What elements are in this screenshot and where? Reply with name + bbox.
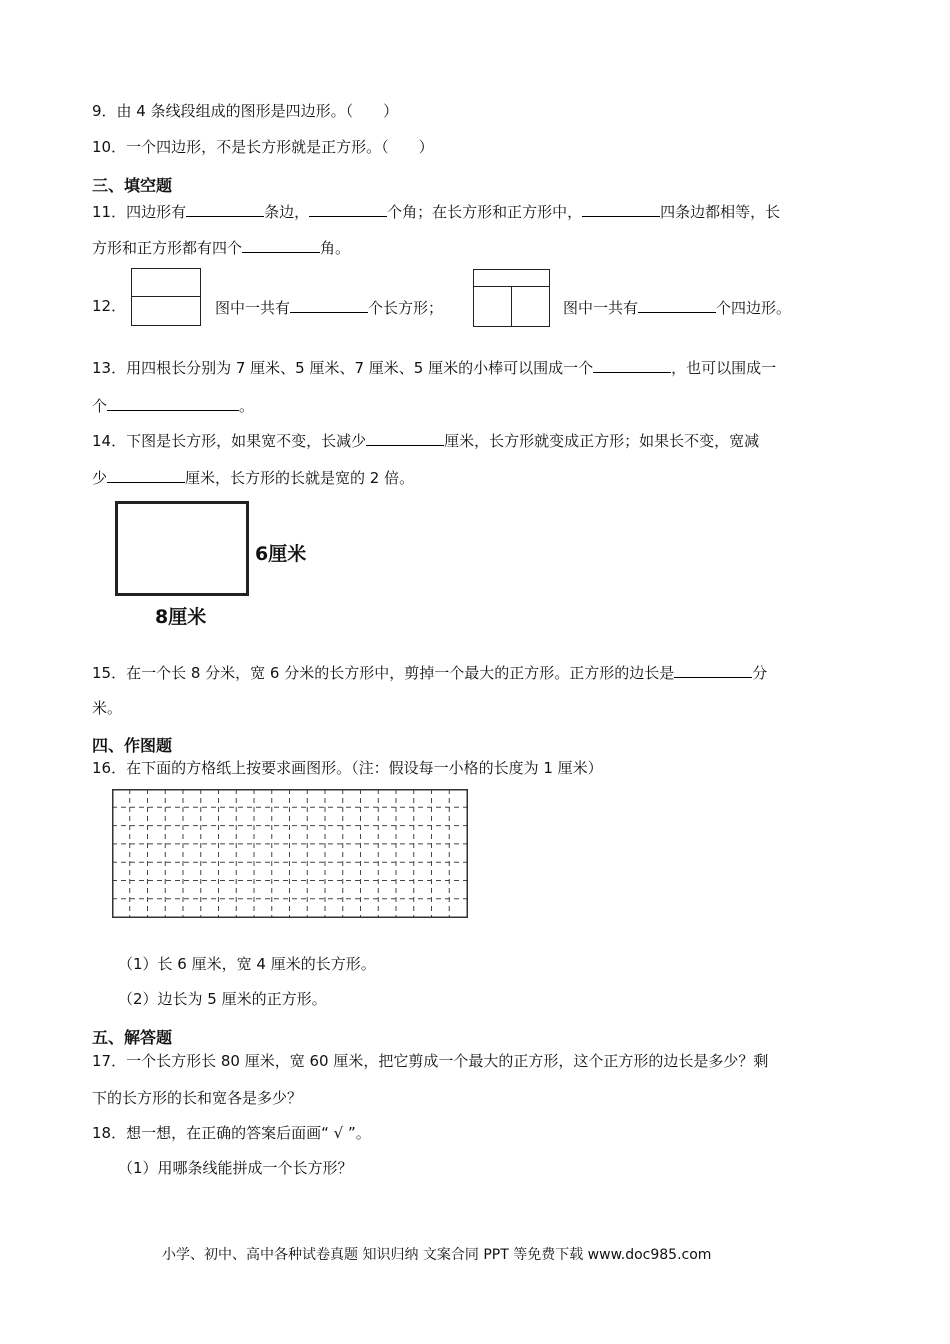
text: 个 bbox=[92, 397, 108, 415]
figure-rect-split-horizontal bbox=[131, 268, 201, 326]
section-5-heading: 五、解答题 bbox=[92, 1028, 173, 1047]
text: 个角；在长方形和正方形中， bbox=[387, 203, 583, 221]
footer-text: 小学、初中、高中各种试卷真题 知识归纳 文案合同 PPT 等免费下载 www.doc985.com bbox=[162, 1247, 712, 1263]
text: 个长方形； bbox=[368, 299, 444, 317]
answer-blank bbox=[107, 466, 185, 483]
answer-blank bbox=[674, 661, 752, 678]
length-label: 8厘米 bbox=[155, 606, 207, 628]
figure-rect-t-split bbox=[473, 269, 550, 327]
text: 15．在一个长 8 分米，宽 6 分米的长方形中，剪掉一个最大的正方形。正方形的边长是 bbox=[92, 664, 675, 682]
question-9: 9．由 4 条线段组成的图形是四边形。（ ） bbox=[92, 102, 399, 120]
text: 条边， bbox=[264, 203, 310, 221]
text: 厘米，长方形就变成正方形；如果长不变，宽减 bbox=[444, 432, 760, 450]
text: ，也可以围成一 bbox=[671, 359, 777, 377]
text: 11．四边形有 bbox=[92, 203, 187, 221]
question-16: 16．在下面的方格纸上按要求画图形。（注：假设每一小格的长度为 1 厘米） bbox=[92, 759, 603, 777]
answer-blank bbox=[242, 236, 320, 253]
answer-blank bbox=[366, 429, 444, 446]
answer-blank bbox=[186, 200, 264, 217]
question-11 bbox=[92, 200, 780, 222]
question-13-cont bbox=[92, 394, 254, 416]
question-18: 18．想一想，在正确的答案后面画“ √ ”。 bbox=[92, 1124, 371, 1142]
question-12-part1 bbox=[215, 296, 443, 318]
question-16-part2: （2）边长为 5 厘米的正方形。 bbox=[118, 990, 327, 1008]
text: 13．用四根长分别为 7 厘米、5 厘米、7 厘米、5 厘米的小棒可以围成一个 bbox=[92, 359, 594, 377]
text: 厘米，长方形的长就是宽的 2 倍。 bbox=[185, 469, 415, 487]
answer-blank bbox=[309, 200, 387, 217]
question-11-cont bbox=[92, 236, 350, 258]
question-15-cont: 米。 bbox=[92, 699, 123, 717]
question-14-cont bbox=[92, 466, 414, 488]
section-3-heading: 三、填空题 bbox=[92, 176, 173, 195]
text: 图中一共有 bbox=[563, 299, 639, 317]
question-17: 17．一个长方形长 80 厘米，宽 60 厘米，把它剪成一个最大的正方形，这个正方形的边长是多少？剩 bbox=[92, 1052, 769, 1070]
answer-blank bbox=[638, 296, 716, 313]
text: 方形和正方形都有四个 bbox=[92, 239, 243, 257]
question-16-part1: （1）长 6 厘米，宽 4 厘米的长方形。 bbox=[118, 955, 376, 973]
question-12-part2 bbox=[563, 296, 791, 318]
width-label: 6厘米 bbox=[255, 543, 307, 565]
question-13 bbox=[92, 356, 776, 378]
text: 角。 bbox=[320, 239, 351, 257]
answer-blank bbox=[582, 200, 660, 217]
answer-blank bbox=[290, 296, 368, 313]
question-15 bbox=[92, 661, 767, 683]
question-14 bbox=[92, 429, 759, 451]
grid-paper[interactable] bbox=[112, 789, 468, 918]
text: 分 bbox=[752, 664, 768, 682]
text: 。 bbox=[239, 397, 255, 415]
answer-blank bbox=[593, 356, 671, 373]
text: 个四边形。 bbox=[716, 299, 792, 317]
text: 少 bbox=[92, 469, 108, 487]
question-12-number: 12． bbox=[92, 297, 127, 315]
question-10: 10．一个四边形，不是长方形就是正方形。（ ） bbox=[92, 138, 434, 156]
text: 四条边都相等，长 bbox=[660, 203, 781, 221]
section-4-heading: 四、作图题 bbox=[92, 736, 173, 755]
text: 图中一共有 bbox=[215, 299, 291, 317]
question-18-part1: （1）用哪条线能拼成一个长方形？ bbox=[118, 1159, 353, 1177]
text: 14．下图是长方形，如果宽不变，长减少 bbox=[92, 432, 367, 450]
answer-blank bbox=[107, 394, 239, 411]
figure-rectangle-8x6 bbox=[115, 501, 249, 596]
question-17-cont: 下的长方形的长和宽各是多少？ bbox=[92, 1089, 303, 1107]
